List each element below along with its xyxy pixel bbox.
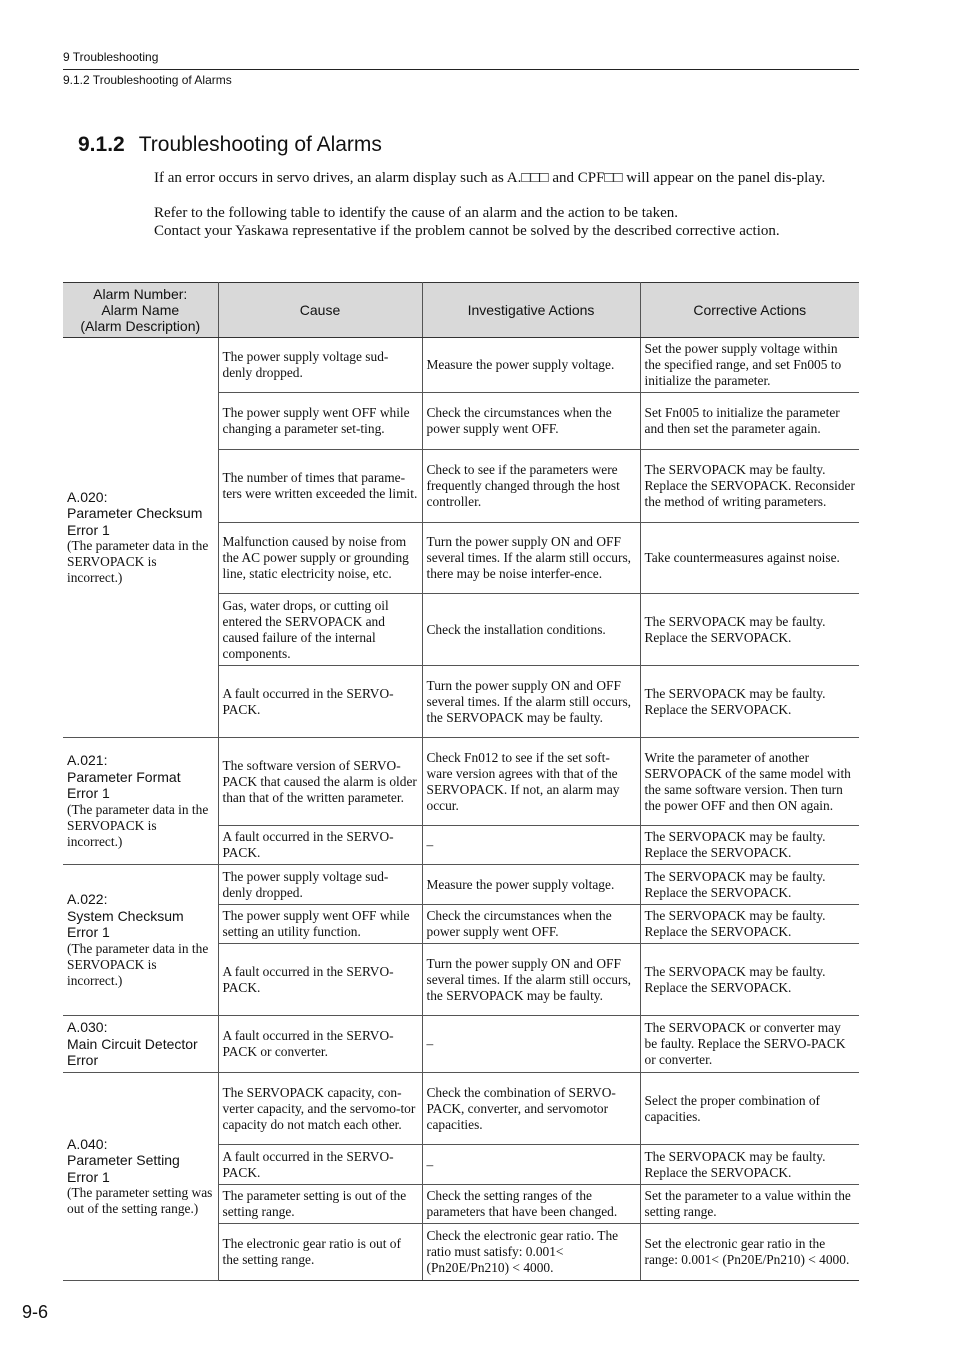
cause-cell: A fault occurred in the SERVO-PACK. [218, 1145, 422, 1185]
corrective-cell: Select the proper combination of capacities. [640, 1073, 859, 1145]
cause-cell: The power supply voltage sud-denly dropped. [218, 338, 422, 393]
cause-cell: The SERVOPACK capacity, con-verter capacity, and the servomo-tor capacity do not match each other. [218, 1073, 422, 1145]
alarm-number: A.030: [67, 1019, 108, 1036]
running-header-section: 9.1.2 Troubleshooting of Alarms [63, 73, 232, 87]
investigative-cell: Measure the power supply voltage. [422, 865, 640, 905]
alarm-number: A.040: [67, 1135, 108, 1152]
investigative-cell: – [422, 1016, 640, 1073]
cause-cell: The parameter setting is out of the setting range. [218, 1185, 422, 1224]
table-body [63, 338, 859, 1281]
alarm-description: (The parameter data in the SERVOPACK is incorrect.) [67, 801, 209, 849]
investigative-cell: Turn the power supply ON and OFF several times. If the alarm still occurs, the SERVOPACK may be faulty. [422, 944, 640, 1016]
header-investigative: Investigative Actions [422, 283, 640, 338]
alarm-description: (The parameter data in the SERVOPACK is incorrect.) [67, 538, 209, 586]
corrective-cell: The SERVOPACK may be faulty. Replace the SERVOPACK. [640, 905, 859, 944]
cause-cell: A fault occurred in the SERVO-PACK. [218, 826, 422, 865]
corrective-cell: Set Fn005 to initialize the parameter and then set the parameter again. [640, 393, 859, 450]
cause-cell: The electronic gear ratio is out of the setting range. [218, 1224, 422, 1281]
corrective-cell: Set the parameter to a value within the setting range. [640, 1185, 859, 1224]
corrective-cell: Take countermeasures against noise. [640, 523, 859, 594]
alarm-cell [63, 865, 218, 1016]
cause-cell: The power supply voltage sud-denly dropped. [218, 865, 422, 905]
table-row [63, 738, 859, 826]
table-header-row [63, 283, 859, 338]
corrective-cell: Set the power supply voltage within the specified range, and set Fn005 to initialize the parameter. [640, 338, 859, 393]
investigative-cell: Check the combination of SERVO-PACK, converter, and servomotor capacities. [422, 1073, 640, 1145]
alarm-name: System Checksum Error 1 [67, 907, 184, 941]
table-row [63, 338, 859, 393]
investigative-cell: Check the setting ranges of the parameters that have been changed. [422, 1185, 640, 1224]
intro-text [154, 169, 859, 240]
page-number: 9-6 [22, 1302, 49, 1322]
running-header-chapter: 9 Troubleshooting [63, 50, 159, 64]
alarm-number: A.020: [67, 488, 108, 505]
corrective-cell: The SERVOPACK may be faulty. Replace the SERVOPACK. [640, 944, 859, 1016]
alarm-cell [63, 738, 218, 865]
header-cause: Cause [218, 283, 422, 338]
investigative-cell: Turn the power supply ON and OFF several times. If the alarm still occurs, the SERVOPACK may be faulty. [422, 666, 640, 738]
alarm-number: A.022: [67, 891, 108, 908]
investigative-cell: Measure the power supply voltage. [422, 338, 640, 393]
alarm-name: Parameter Format Error 1 [67, 768, 181, 802]
intro-paragraph-1: If an error occurs in servo drives, an alarm display such as A.□□□ and CPF□□ will appear on the panel dis-play. [154, 170, 826, 186]
intro-paragraph-3: Contact your Yaskawa representative if the problem cannot be solved by the described corrective action. [154, 223, 780, 239]
cause-cell: The number of times that parame-ters were written exceeded the limit. [218, 450, 422, 523]
header-rule [63, 69, 859, 70]
cause-cell: A fault occurred in the SERVO-PACK. [218, 944, 422, 1016]
cause-cell: Malfunction caused by noise from the AC power supply or grounding line, static electricity noise, etc. [218, 523, 422, 594]
investigative-cell: Turn the power supply ON and OFF several times. If the alarm still occurs, there may be noise interfer-ence. [422, 523, 640, 594]
section-heading [78, 133, 382, 157]
cause-cell: A fault occurred in the SERVO-PACK. [218, 666, 422, 738]
alarm-description: (The parameter setting was out of the setting range.) [67, 1185, 213, 1217]
corrective-cell: Set the electronic gear ratio in the range: 0.001< (Pn20E/Pn210) < 4000. [640, 1224, 859, 1281]
corrective-cell: The SERVOPACK may be faulty. Replace the SERVOPACK. [640, 594, 859, 666]
cause-cell: The software version of SERVO-PACK that caused the alarm is older than that of the written parameter. [218, 738, 422, 826]
investigative-cell: Check Fn012 to see if the set soft-ware version agrees with that of the SERVOPACK. If not, an alarm may occur. [422, 738, 640, 826]
table-row [63, 1016, 859, 1073]
corrective-cell: The SERVOPACK may be faulty. Replace the SERVOPACK. [640, 1145, 859, 1185]
header-alarm [63, 283, 218, 338]
table-row [63, 1073, 859, 1145]
corrective-cell: The SERVOPACK may be faulty. Replace the SERVOPACK. [640, 666, 859, 738]
header-alarm-line3: (Alarm Description) [80, 318, 201, 334]
header-alarm-line2: Alarm Name [101, 302, 180, 318]
investigative-cell: Check the circumstances when the power supply went OFF. [422, 905, 640, 944]
corrective-cell: Write the parameter of another SERVOPACK of the same model with the same software version. Then turn the power OFF and then ON again. [640, 738, 859, 826]
header-corrective: Corrective Actions [640, 283, 859, 338]
investigative-cell: Check the installation conditions. [422, 594, 640, 666]
corrective-cell: The SERVOPACK may be faulty. Replace the SERVOPACK. Reconsider the method of writing parameters. [640, 450, 859, 523]
alarm-number: A.021: [67, 752, 108, 769]
section-number: 9.1.2 [78, 133, 125, 156]
investigative-cell: – [422, 1145, 640, 1185]
investigative-cell: Check to see if the parameters were frequently changed through the host controller. [422, 450, 640, 523]
corrective-cell: The SERVOPACK may be faulty. Replace the SERVOPACK. [640, 865, 859, 905]
alarm-table [63, 282, 859, 1281]
intro-paragraph-2: Refer to the following table to identify the cause of an alarm and the action to be taken. [154, 205, 678, 221]
alarm-description: (The parameter data in the SERVOPACK is incorrect.) [67, 940, 209, 988]
alarm-cell [63, 1016, 218, 1073]
alarm-name: Main Circuit Detector Error [67, 1035, 198, 1069]
cause-cell: Gas, water drops, or cutting oil entered the SERVOPACK and caused failure of the internal components. [218, 594, 422, 666]
investigative-cell: – [422, 826, 640, 865]
investigative-cell: Check the circumstances when the power supply went OFF. [422, 393, 640, 450]
cause-cell: A fault occurred in the SERVO-PACK or converter. [218, 1016, 422, 1073]
header-alarm-line1: Alarm Number: [93, 286, 188, 302]
alarm-cell [63, 338, 218, 738]
alarm-cell [63, 1073, 218, 1281]
investigative-cell: Check the electronic gear ratio. The ratio must satisfy: 0.001< (Pn20E/Pn210) < 4000. [422, 1224, 640, 1281]
corrective-cell: The SERVOPACK or converter may be faulty. Replace the SERVO-PACK or converter. [640, 1016, 859, 1073]
cause-cell: The power supply went OFF while setting an utility function. [218, 905, 422, 944]
alarm-name: Parameter Checksum Error 1 [67, 505, 203, 538]
corrective-cell: The SERVOPACK may be faulty. Replace the SERVOPACK. [640, 826, 859, 865]
table-row [63, 865, 859, 905]
section-title: Troubleshooting of Alarms [138, 133, 382, 156]
cause-cell: The power supply went OFF while changing a parameter set-ting. [218, 393, 422, 450]
alarm-name: Parameter Setting Error 1 [67, 1152, 180, 1185]
